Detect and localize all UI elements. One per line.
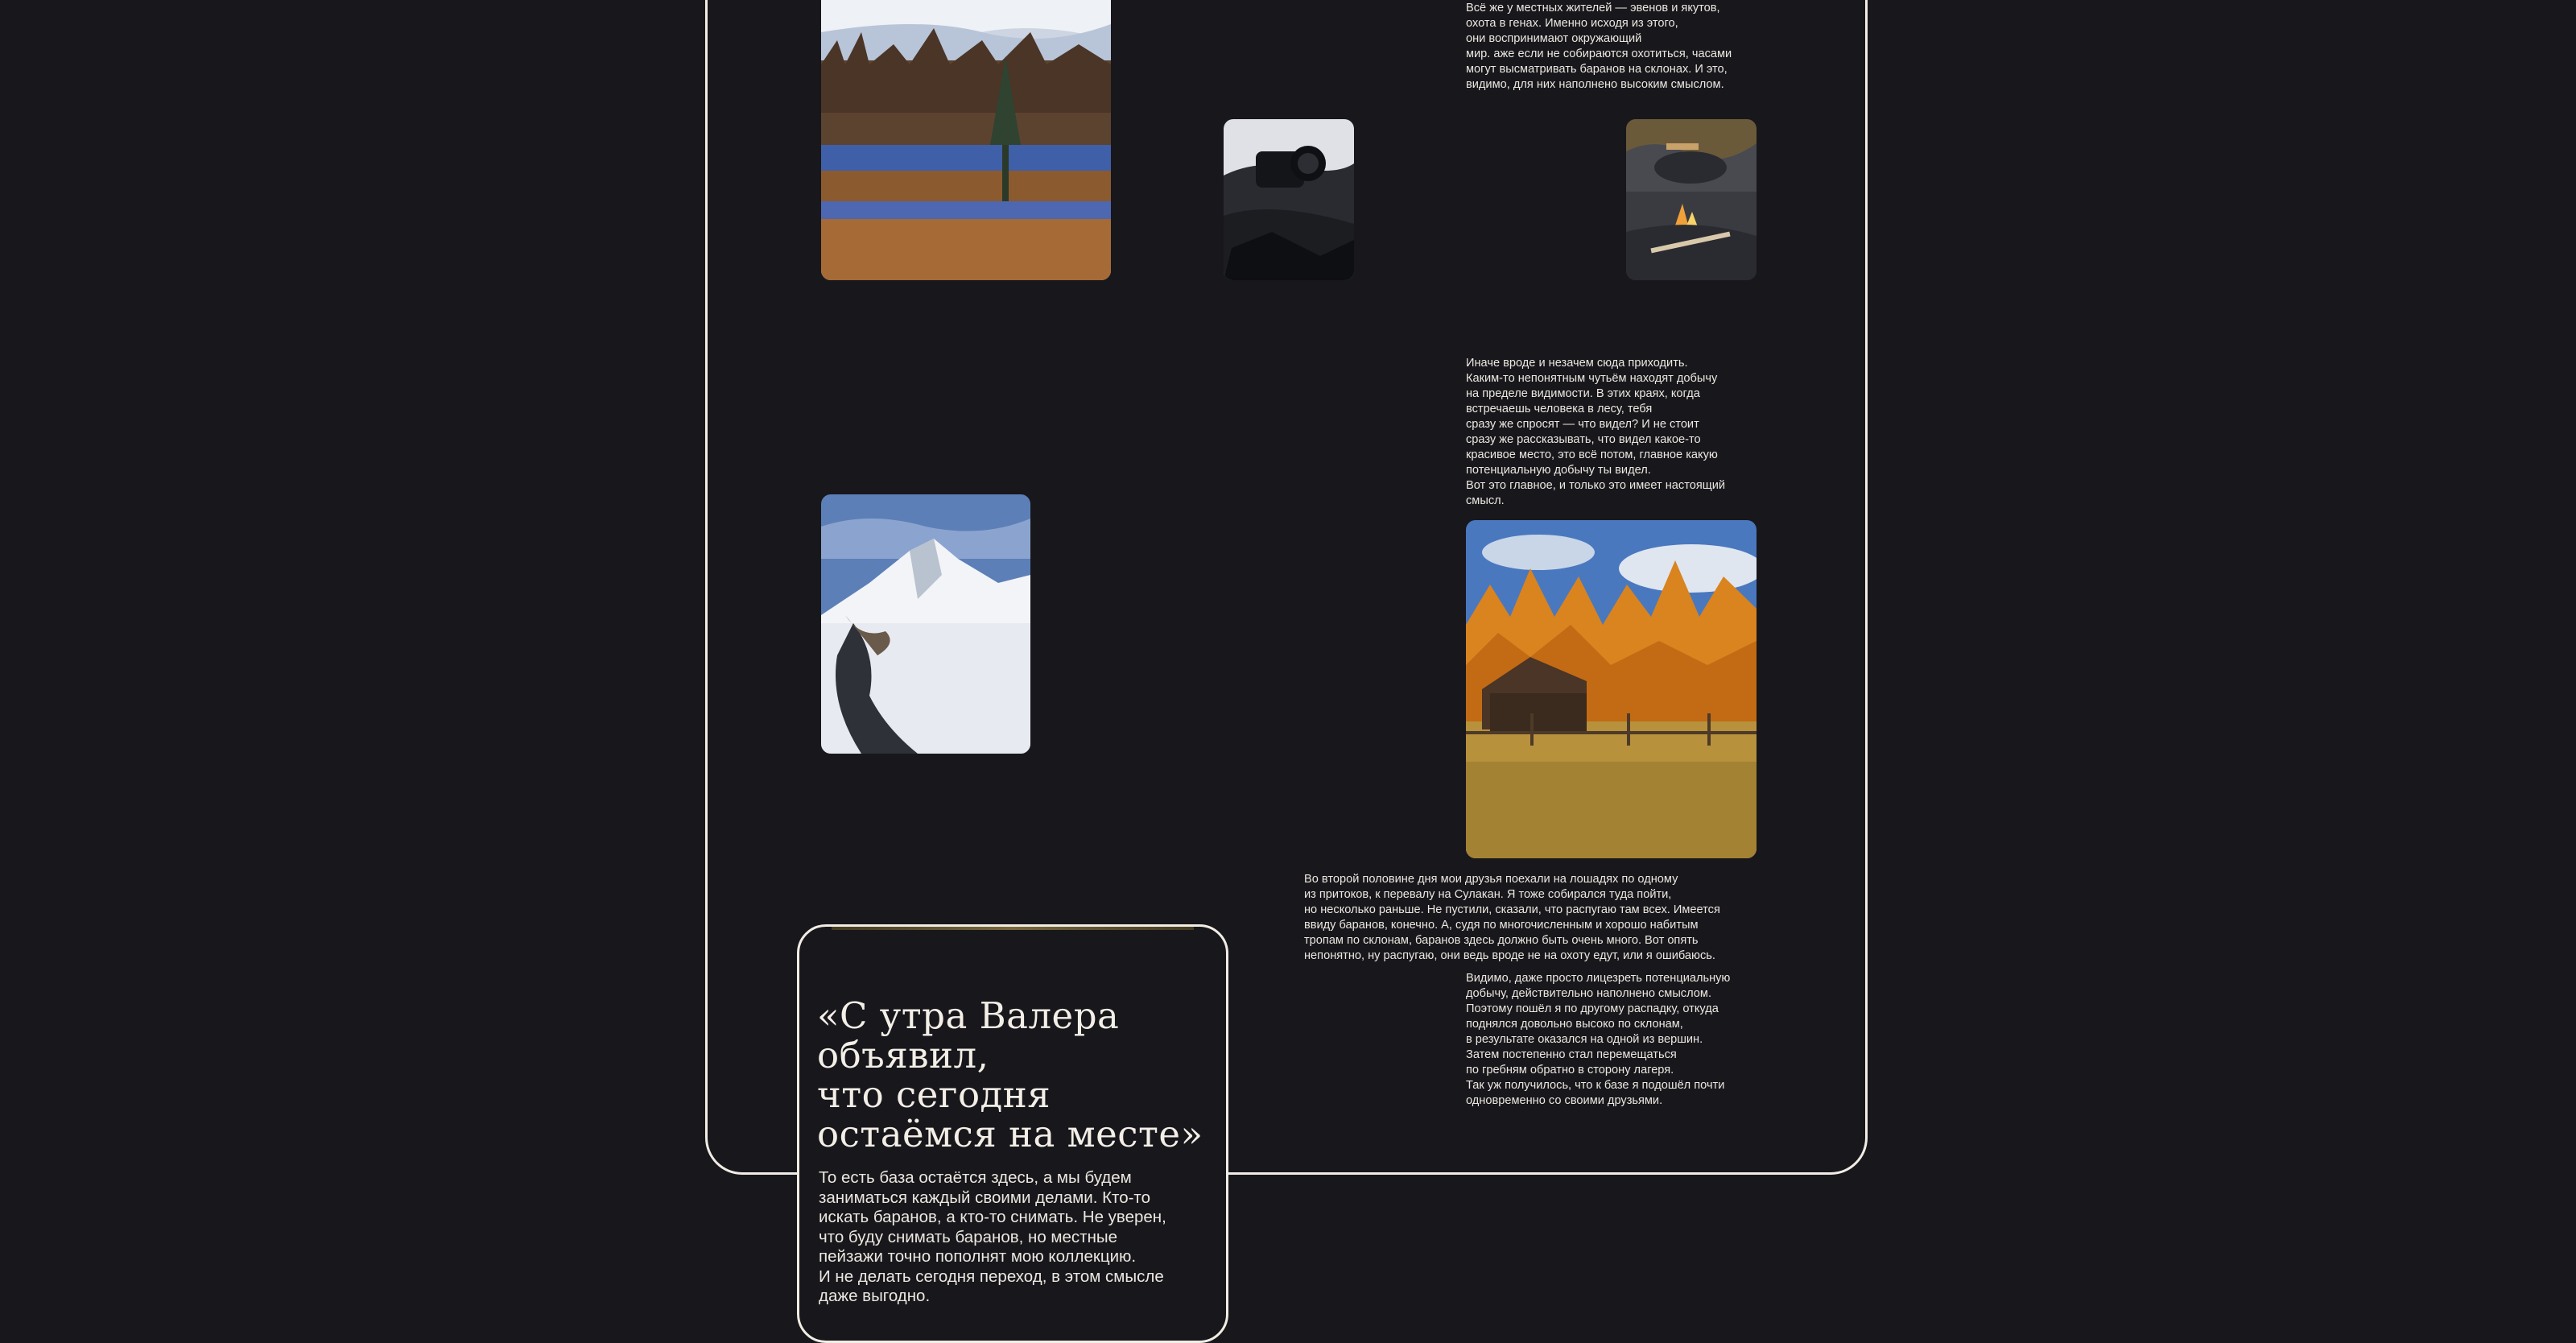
- camera-image: [1224, 119, 1354, 280]
- quote-heading: «С утра Валера объявил, что сегодня остаёмся на месте»: [817, 994, 1203, 1155]
- mountain-image: [821, 494, 1030, 754]
- article-paragraph-3: Во второй половине дня мои друзья поехали на лошадях по одному из притоков, к перевалу на Сулакан. Я тоже собирался туда пойти, но несколько раньше. Не пустили, сказали, что распугаю там всех. Имеется ввиду баранов, конечно. А, судя по многочисленным и хорошо набитым тропам по склонам, баранов здесь должно быть очень много. Вот опять непонятно, ну распугаю, они ведь вроде не на охоту едут, или я ошибаюсь.: [1304, 873, 1720, 962]
- photo-camera-on-rocks[interactable]: [1224, 119, 1354, 280]
- article-paragraph-2: Иначе вроде и незачем сюда приходить. Каким-то непонятным чутьём находят добычу на пределе видимости. В этих краях, когда встречаешь человека в лесу, тебя сразу же спросят — что видел? И не стоит сразу же рассказывать, что видел какое-то красивое место, это всё потом, главное какую потенциальную добычу ты видел. Вот это главное, и только это имеет настоящий смысл.: [1466, 357, 1726, 507]
- photo-campfire-pot[interactable]: [1626, 119, 1757, 280]
- landscape-image: [821, 0, 1111, 280]
- campfire-image: [1626, 119, 1757, 280]
- article-paragraph-4: Видимо, даже просто лицезреть потенциальную добычу, действительно наполнено смыслом. Поэтому пошёл я по другому распадку, откуда поднялся довольно высоко по склонам, в результате оказался на одной из вершин. Затем постепенно стал перемещаться по гребням обратно в сторону лагеря. Так уж получилось, что к базе я подошёл почти одновременно со своими друзьями.: [1466, 972, 1731, 1107]
- quote-card: [797, 924, 1228, 1343]
- cabin-image: [1466, 520, 1757, 858]
- photo-cabin-larches[interactable]: [1466, 520, 1757, 858]
- article-paragraph-1: Всё же у местных жителей — эвенов и якутов, охота в генах. Именно исходя из этого, они воспринимают окружающий мир. аже если не собираются охотиться, часами могут высматривать баранов на склонах. И это, видимо, для них наполнено высоким смыслом.: [1466, 2, 1732, 91]
- photo-snowy-mountain[interactable]: [821, 494, 1030, 754]
- photo-snowy-valley-forest[interactable]: [821, 0, 1111, 280]
- quote-card-text: То есть база остаётся здесь, а мы будем заниматься каждый своими делами. Кто-то искать баранов, а кто-то снимать. Не уверен, что буду снимать баранов, но местные пейзажи точно пополнят мою коллекцию. И не делать сегодня переход, в этом смысле даже выгодно.: [819, 1168, 1166, 1305]
